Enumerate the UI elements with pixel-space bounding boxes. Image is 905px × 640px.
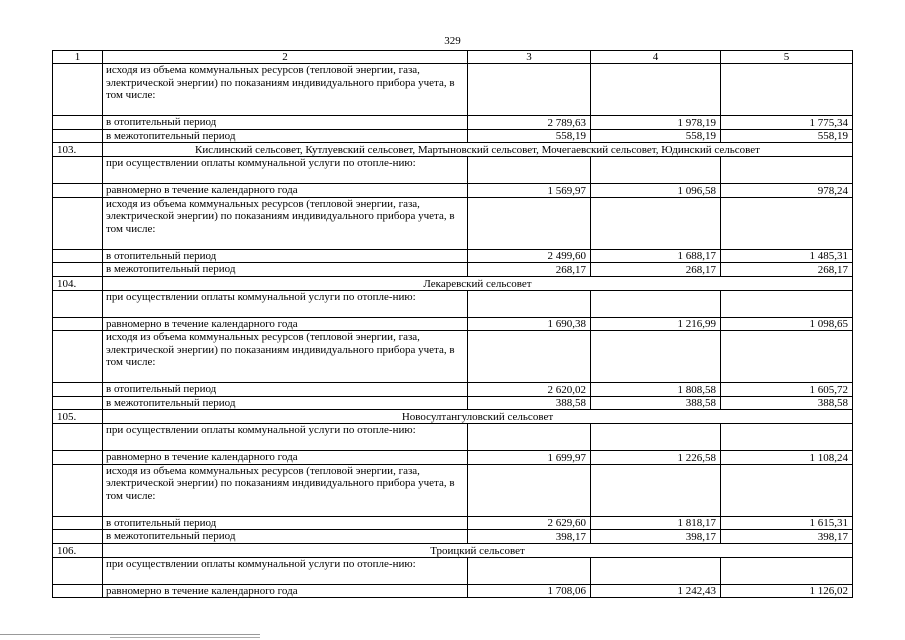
table-row bbox=[53, 516, 853, 530]
value-col-4 bbox=[591, 464, 721, 516]
section-row bbox=[53, 410, 853, 424]
value-col-5 bbox=[721, 464, 853, 516]
table-row bbox=[53, 424, 853, 451]
value-col-5: 398,17 bbox=[721, 530, 853, 544]
section-number: 103. bbox=[53, 143, 103, 157]
table-row bbox=[53, 116, 853, 130]
section-title: Кислинский сельсовет, Кутлуевский сельсовет, Мартыновский сельсовет, Мочегаевский сельсовет, Юдинский сельсовет bbox=[103, 143, 853, 157]
value-col-5: 978,24 bbox=[721, 184, 853, 198]
table-body bbox=[53, 51, 853, 598]
row-index bbox=[53, 584, 103, 598]
row-index bbox=[53, 516, 103, 530]
value-col-3: 2 789,63 bbox=[468, 116, 591, 130]
value-col-4: 1 688,17 bbox=[591, 249, 721, 263]
value-col-4: 1 226,58 bbox=[591, 451, 721, 465]
section-number: 104. bbox=[53, 276, 103, 290]
value-col-5 bbox=[721, 64, 853, 116]
row-description: в отопительный период bbox=[103, 249, 468, 263]
value-col-4 bbox=[591, 197, 721, 249]
row-index bbox=[53, 249, 103, 263]
row-index bbox=[53, 64, 103, 116]
tariff-table bbox=[52, 50, 853, 598]
value-col-3: 2 499,60 bbox=[468, 249, 591, 263]
footnote-rule-short bbox=[110, 637, 260, 638]
value-col-5: 268,17 bbox=[721, 263, 853, 277]
footnote-rule bbox=[0, 634, 260, 635]
row-index bbox=[53, 290, 103, 317]
row-description: равномерно в течение календарного года bbox=[103, 184, 468, 198]
table-row bbox=[53, 184, 853, 198]
value-col-4: 1 808,58 bbox=[591, 383, 721, 397]
value-col-4 bbox=[591, 557, 721, 584]
row-description: равномерно в течение календарного года bbox=[103, 584, 468, 598]
row-index bbox=[53, 263, 103, 277]
header-col-3: 3 bbox=[468, 51, 591, 64]
value-col-3: 268,17 bbox=[468, 263, 591, 277]
table-row bbox=[53, 197, 853, 249]
value-col-3 bbox=[468, 290, 591, 317]
value-col-5 bbox=[721, 424, 853, 451]
section-row bbox=[53, 543, 853, 557]
row-index bbox=[53, 424, 103, 451]
table-row bbox=[53, 249, 853, 263]
section-row bbox=[53, 276, 853, 290]
row-description: в межотопительный период bbox=[103, 530, 468, 544]
header-row bbox=[53, 51, 853, 64]
value-col-5: 1 108,24 bbox=[721, 451, 853, 465]
row-description: в межотопительный период bbox=[103, 396, 468, 410]
value-col-4 bbox=[591, 331, 721, 383]
table-row bbox=[53, 64, 853, 116]
row-description: в межотопительный период bbox=[103, 263, 468, 277]
header-col-2: 2 bbox=[103, 51, 468, 64]
section-number: 105. bbox=[53, 410, 103, 424]
row-description: исходя из объема коммунальных ресурсов (тепловой энергии, газа, электрической энергии) по показаниям индивидуального прибора учета, в том числе: bbox=[103, 197, 468, 249]
row-description: при осуществлении оплаты коммунальной услуги по отопле-нию: bbox=[103, 424, 468, 451]
value-col-3: 1 708,06 bbox=[468, 584, 591, 598]
row-description: исходя из объема коммунальных ресурсов (тепловой энергии, газа, электрической энергии) по показаниям индивидуального прибора учета, в том числе: bbox=[103, 64, 468, 116]
value-col-5 bbox=[721, 331, 853, 383]
value-col-5: 1 615,31 bbox=[721, 516, 853, 530]
value-col-3: 398,17 bbox=[468, 530, 591, 544]
value-col-3: 388,58 bbox=[468, 396, 591, 410]
table-row bbox=[53, 157, 853, 184]
value-col-4: 1 216,99 bbox=[591, 317, 721, 331]
table-row bbox=[53, 451, 853, 465]
header-col-4: 4 bbox=[591, 51, 721, 64]
row-index bbox=[53, 396, 103, 410]
row-index bbox=[53, 184, 103, 198]
row-index bbox=[53, 116, 103, 130]
row-description: равномерно в течение календарного года bbox=[103, 317, 468, 331]
row-description: при осуществлении оплаты коммунальной услуги по отопле-нию: bbox=[103, 157, 468, 184]
row-index bbox=[53, 383, 103, 397]
value-col-4 bbox=[591, 424, 721, 451]
value-col-3: 558,19 bbox=[468, 129, 591, 143]
table-row bbox=[53, 557, 853, 584]
value-col-5 bbox=[721, 557, 853, 584]
value-col-5: 1 485,31 bbox=[721, 249, 853, 263]
row-description: в межотопительный период bbox=[103, 129, 468, 143]
value-col-5: 1 098,65 bbox=[721, 317, 853, 331]
value-col-4: 1 096,58 bbox=[591, 184, 721, 198]
section-number: 106. bbox=[53, 543, 103, 557]
value-col-3 bbox=[468, 157, 591, 184]
row-index bbox=[53, 464, 103, 516]
value-col-4: 1 818,17 bbox=[591, 516, 721, 530]
table-row bbox=[53, 464, 853, 516]
value-col-5: 1 126,02 bbox=[721, 584, 853, 598]
table-row bbox=[53, 317, 853, 331]
value-col-3: 2 620,02 bbox=[468, 383, 591, 397]
row-description: исходя из объема коммунальных ресурсов (тепловой энергии, газа, электрической энергии) по показаниям индивидуального прибора учета, в том числе: bbox=[103, 331, 468, 383]
value-col-3 bbox=[468, 331, 591, 383]
value-col-5: 558,19 bbox=[721, 129, 853, 143]
table-row bbox=[53, 290, 853, 317]
row-description: при осуществлении оплаты коммунальной услуги по отопле-нию: bbox=[103, 557, 468, 584]
table-row bbox=[53, 263, 853, 277]
value-col-4 bbox=[591, 290, 721, 317]
section-title: Новосултангуловский сельсовет bbox=[103, 410, 853, 424]
page-number: 329 bbox=[444, 35, 461, 47]
value-col-3: 1 569,97 bbox=[468, 184, 591, 198]
value-col-4: 398,17 bbox=[591, 530, 721, 544]
value-col-5 bbox=[721, 197, 853, 249]
row-index bbox=[53, 530, 103, 544]
row-index bbox=[53, 451, 103, 465]
table-row bbox=[53, 530, 853, 544]
value-col-5: 1 605,72 bbox=[721, 383, 853, 397]
value-col-3: 1 699,97 bbox=[468, 451, 591, 465]
section-title: Троицкий сельсовет bbox=[103, 543, 853, 557]
row-index bbox=[53, 317, 103, 331]
row-description: в отопительный период bbox=[103, 516, 468, 530]
value-col-3 bbox=[468, 557, 591, 584]
value-col-3: 1 690,38 bbox=[468, 317, 591, 331]
header-col-5: 5 bbox=[721, 51, 853, 64]
value-col-4: 268,17 bbox=[591, 263, 721, 277]
table-row bbox=[53, 396, 853, 410]
value-col-5: 388,58 bbox=[721, 396, 853, 410]
row-description: равномерно в течение календарного года bbox=[103, 451, 468, 465]
value-col-4: 388,58 bbox=[591, 396, 721, 410]
value-col-3: 2 629,60 bbox=[468, 516, 591, 530]
row-description: в отопительный период bbox=[103, 383, 468, 397]
row-index bbox=[53, 197, 103, 249]
value-col-5: 1 775,34 bbox=[721, 116, 853, 130]
row-index bbox=[53, 129, 103, 143]
value-col-5 bbox=[721, 157, 853, 184]
value-col-3 bbox=[468, 64, 591, 116]
value-col-4 bbox=[591, 64, 721, 116]
value-col-4: 1 978,19 bbox=[591, 116, 721, 130]
value-col-4 bbox=[591, 157, 721, 184]
value-col-3 bbox=[468, 464, 591, 516]
value-col-5 bbox=[721, 290, 853, 317]
table-row bbox=[53, 129, 853, 143]
section-title: Лекаревский сельсовет bbox=[103, 276, 853, 290]
row-index bbox=[53, 557, 103, 584]
value-col-3 bbox=[468, 424, 591, 451]
row-description: исходя из объема коммунальных ресурсов (тепловой энергии, газа, электрической энергии) по показаниям индивидуального прибора учета, в том числе: bbox=[103, 464, 468, 516]
table-row bbox=[53, 584, 853, 598]
table-row bbox=[53, 383, 853, 397]
table-row bbox=[53, 331, 853, 383]
value-col-3 bbox=[468, 197, 591, 249]
header-col-1: 1 bbox=[53, 51, 103, 64]
row-index bbox=[53, 157, 103, 184]
row-description: при осуществлении оплаты коммунальной услуги по отопле-нию: bbox=[103, 290, 468, 317]
value-col-4: 558,19 bbox=[591, 129, 721, 143]
row-index bbox=[53, 331, 103, 383]
section-row bbox=[53, 143, 853, 157]
value-col-4: 1 242,43 bbox=[591, 584, 721, 598]
row-description: в отопительный период bbox=[103, 116, 468, 130]
